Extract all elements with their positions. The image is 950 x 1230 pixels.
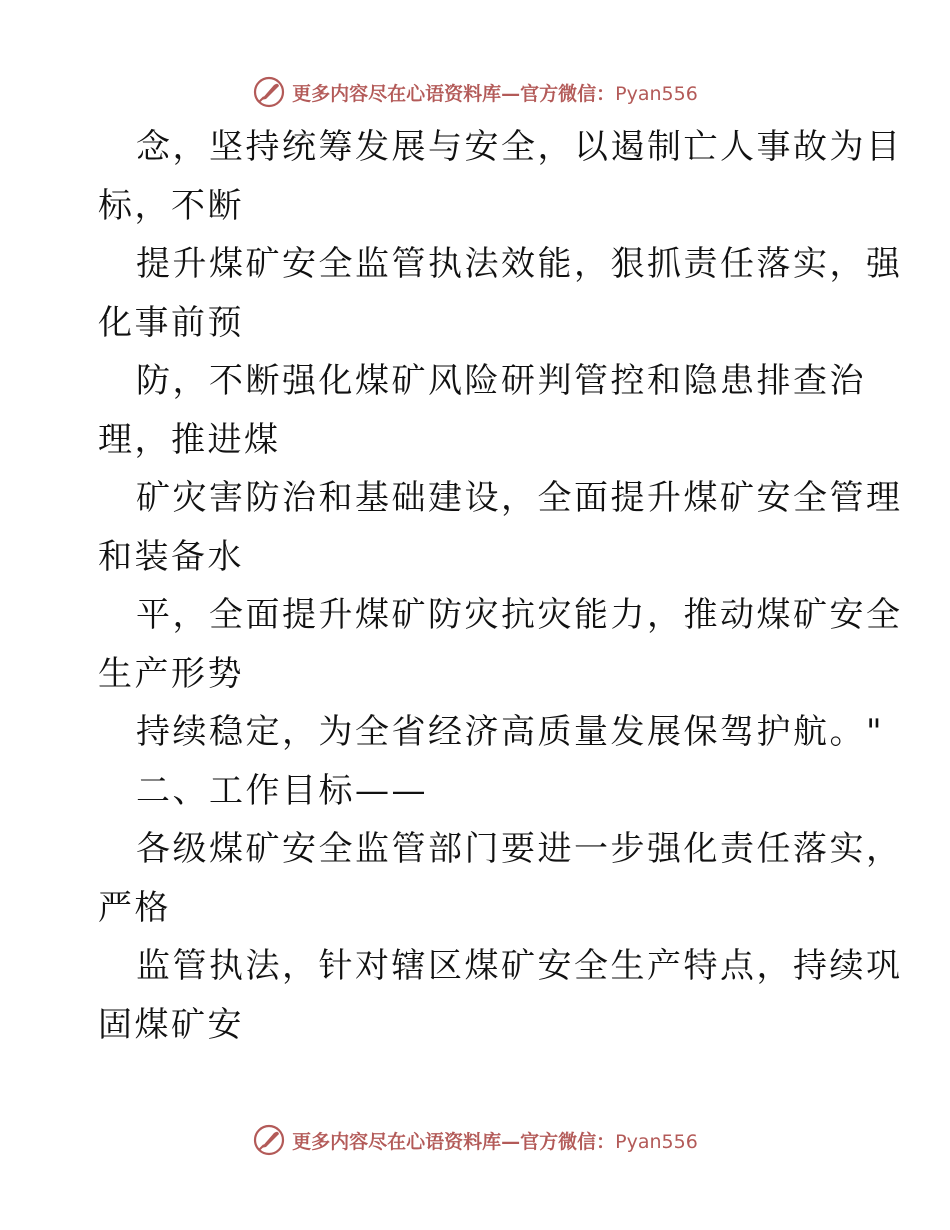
text-line: 防，不断强化煤矿风险研判管控和隐患排查治 [136, 361, 866, 401]
text-line: 监管执法，针对辖区煤矿安全生产特点，持续巩 [136, 946, 903, 986]
text-line: 理，推进煤 [98, 419, 281, 460]
text-line: 各级煤矿安全监管部门要进一步强化责任落实， [136, 829, 903, 869]
quill-logo-icon [252, 75, 286, 109]
text-line: 提升煤矿安全监管执法效能，狠抓责任落实，强 [136, 244, 903, 284]
text-line: 化事前预 [98, 302, 244, 343]
footer-banner-text [292, 1127, 698, 1154]
header-banner-label: 更多内容尽在心语资料库—官方微信： [292, 82, 616, 105]
document-body [98, 118, 903, 1054]
header-wechat-id: Pyan556 [615, 82, 698, 105]
text-line: 生产形势 [98, 653, 244, 694]
text-line: 严格 [98, 887, 171, 928]
text-line: 二、工作目标—— [136, 770, 428, 811]
footer-banner-label: 更多内容尽在心语资料库—官方微信： [292, 1130, 616, 1153]
text-line: 平，全面提升煤矿防灾抗灾能力，推动煤矿安全 [136, 595, 903, 635]
footer-wechat-id: Pyan556 [615, 1130, 698, 1153]
text-line: 矿灾害防治和基础建设，全面提升煤矿安全管理 [136, 478, 903, 518]
header-banner-text [292, 79, 698, 106]
text-line: 和装备水 [98, 536, 244, 577]
header-banner [0, 72, 950, 112]
footer-banner [0, 1120, 950, 1160]
text-line: 标，不断 [98, 185, 244, 226]
quill-logo-icon [252, 1123, 286, 1157]
text-line: 念，坚持统筹发展与安全，以遏制亡人事故为目 [136, 127, 903, 167]
text-line: 持续稳定，为全省经济高质量发展保驾护航。" [136, 712, 885, 752]
text-line: 固煤矿安 [98, 1004, 244, 1045]
